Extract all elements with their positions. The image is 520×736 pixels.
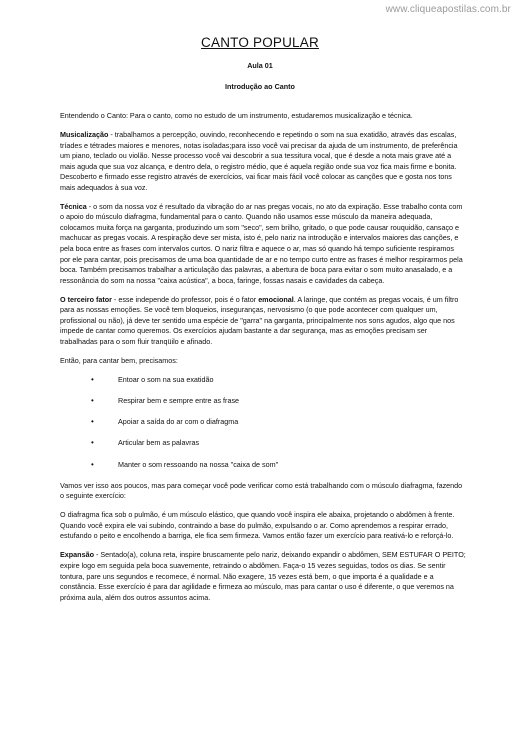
bullet-icon: • — [91, 374, 94, 384]
terceiro-fator-paragraph — [60, 295, 466, 348]
tecnica-text: - o som da nossa voz é resultado da vibração do ar nas pregas vocais, no ato da expiração. Esse trabalho conta com o apoio do músculo diafragma, fundamental para o canto. Quando não usamos esse músculo da maneira adequada, colocamos muita força na garganta, produzindo um som "seco", sem brilho, gritado, o que pode causar rouquidão, cansaço e machucar as pregas vocais. A respiração deve ser mista, isto é, pelo nariz na introdução e intervalos maiores das canções, e pela boca entre as frases com intervalos curtos. O nariz filtra e aquece o ar, mas só quando há tempo suficiente respiramos por ele para cantar, pois precisamos de uma boa quantidade de ar e no tempo curto entre as frases é melhor respirarmos pela boca. Também precisamos trabalhar a articulação das palavras, a abertura de boca para evitar o som muito anasalado, e a ressonância do som na nossa "caixa acústica", a boca, faringe, fossas nasais e cavidades da cabeça. — [60, 201, 463, 285]
terceiro-fator-text-a: - esse independe do professor, pois é o fator — [111, 294, 259, 304]
list-item-label: Respirar bem e sempre entre as frase — [118, 396, 240, 406]
list-item-label: Entoar o som na sua exatidão — [118, 374, 214, 384]
list-item-label: Apoiar a saída do ar com o diafragma — [118, 417, 239, 427]
document-body — [60, 111, 466, 612]
bullet-icon: • — [91, 459, 94, 469]
site-watermark[interactable]: www.cliqueapostilas.com.br — [385, 4, 511, 15]
list-item — [88, 417, 466, 428]
expansao-text: - Sentado(a), coluna reta, inspire bruscamente pelo nariz, deixando expandir o abdômen, SEM ESTUFAR O PEITO; expire logo em seguida pela boca suavemente, retraindo o abdômen. Faça-o 15 vezes seguidas, todos os dias. Se sentir tontura, pare uns segundos e recomece, é normal. Não exagere, 15 vezes está bem, o que importa é a qualidade e a constância. Esse exercício é para dar agilidade e firmeza ao músculo, mas para cantar o uso é diferente, o que veremos na próxima aula, além dos outros assuntos acima. — [60, 550, 466, 602]
list-item-label: Manter o som ressoando na nossa "caixa de som" — [118, 459, 279, 469]
lesson-subtitle: Introdução ao Canto — [225, 82, 295, 91]
list-item — [88, 460, 466, 471]
musicalizacao-term: Musicalização — [60, 130, 109, 140]
musicalizacao-text: - trabalhamos a percepção, ouvindo, reconhecendo e repetindo o som na sua exatidão, através das escalas, tríades e tétrades maiores e menores, notas isoladas;para isso você vai precisar da ajuda de um instrumento, de preferência um piano, teclado ou violão. Nesse processo você vai descobrir a sua tessitura vocal, que é desde a nota mais grave até a mais aguda que sua voz alcança, e dentro dela, o registro médio, que é aquela região onde sua voz fica mais firme e bonita. Descoberto e firmado esse registro através de exercícios, vai ficar mais fácil você colocar as canções que e gosta nos tons mais adequados à sua voz. — [60, 130, 458, 192]
list-item — [88, 438, 466, 449]
bullet-icon: • — [91, 417, 94, 427]
page-title: CANTO POPULAR — [201, 35, 319, 50]
expansao-paragraph — [60, 550, 466, 603]
list-item — [88, 375, 466, 386]
diafragma-paragraph: O diafragma fica sob o pulmão, é um músculo elástico, que quando você inspira ele abaixa, projetando o abdômen à frente. Quando você expira ele vai subindo, contraindo a base do pulmão, expulsando o ar. Como aprendemos a respirar errado, estufando o peito e encolhendo a barriga, ele fica sem firmeza. Vamos então fazer um exercício para reativá-lo e reforçá-lo. — [60, 510, 455, 541]
emocional-term: emocional — [258, 294, 294, 304]
list-intro: Então, para cantar bem, precisamos: — [60, 355, 178, 365]
list-item-label: Articular bem as palavras — [118, 438, 200, 448]
terceiro-fator-text-b: . A laringe, que contém as pregas vocais, é um filtro para as nossas emoções. Se você tem bloqueios, inseguranças, nervosismo (o que pode acontecer com qualquer um, profissional ou não), já deve ter sentido uma espécie de "garra" na garganta, principalmente nos sons agudos, algo que nos impede de cantar como queremos. Os exercícios ajudam bastante a dar segurança, mas as emoções precisam ser trabalhadas para o som fluir tranqüilo e afinado. — [60, 294, 459, 346]
expansao-term: Expansão — [60, 550, 94, 560]
bullet-icon: • — [91, 438, 94, 448]
tecnica-paragraph — [60, 202, 466, 286]
lesson-number: Aula 01 — [247, 61, 273, 70]
tecnica-term: Técnica — [60, 201, 87, 211]
list-item — [88, 396, 466, 407]
bullet-icon: • — [91, 396, 94, 406]
terceiro-fator-term: O terceiro fator — [60, 294, 112, 304]
requirements-list — [60, 375, 466, 470]
intro-paragraph: Entendendo o Canto: Para o canto, como no estudo de um instrumento, estudaremos musicalização e técnica. — [60, 111, 413, 120]
musicalizacao-paragraph — [60, 130, 466, 193]
exercise-intro-paragraph: Vamos ver isso aos poucos, mas para começar você pode verificar como está trabalhando com o músculo diafragma, fazendo o seguinte exercício: — [60, 480, 463, 501]
